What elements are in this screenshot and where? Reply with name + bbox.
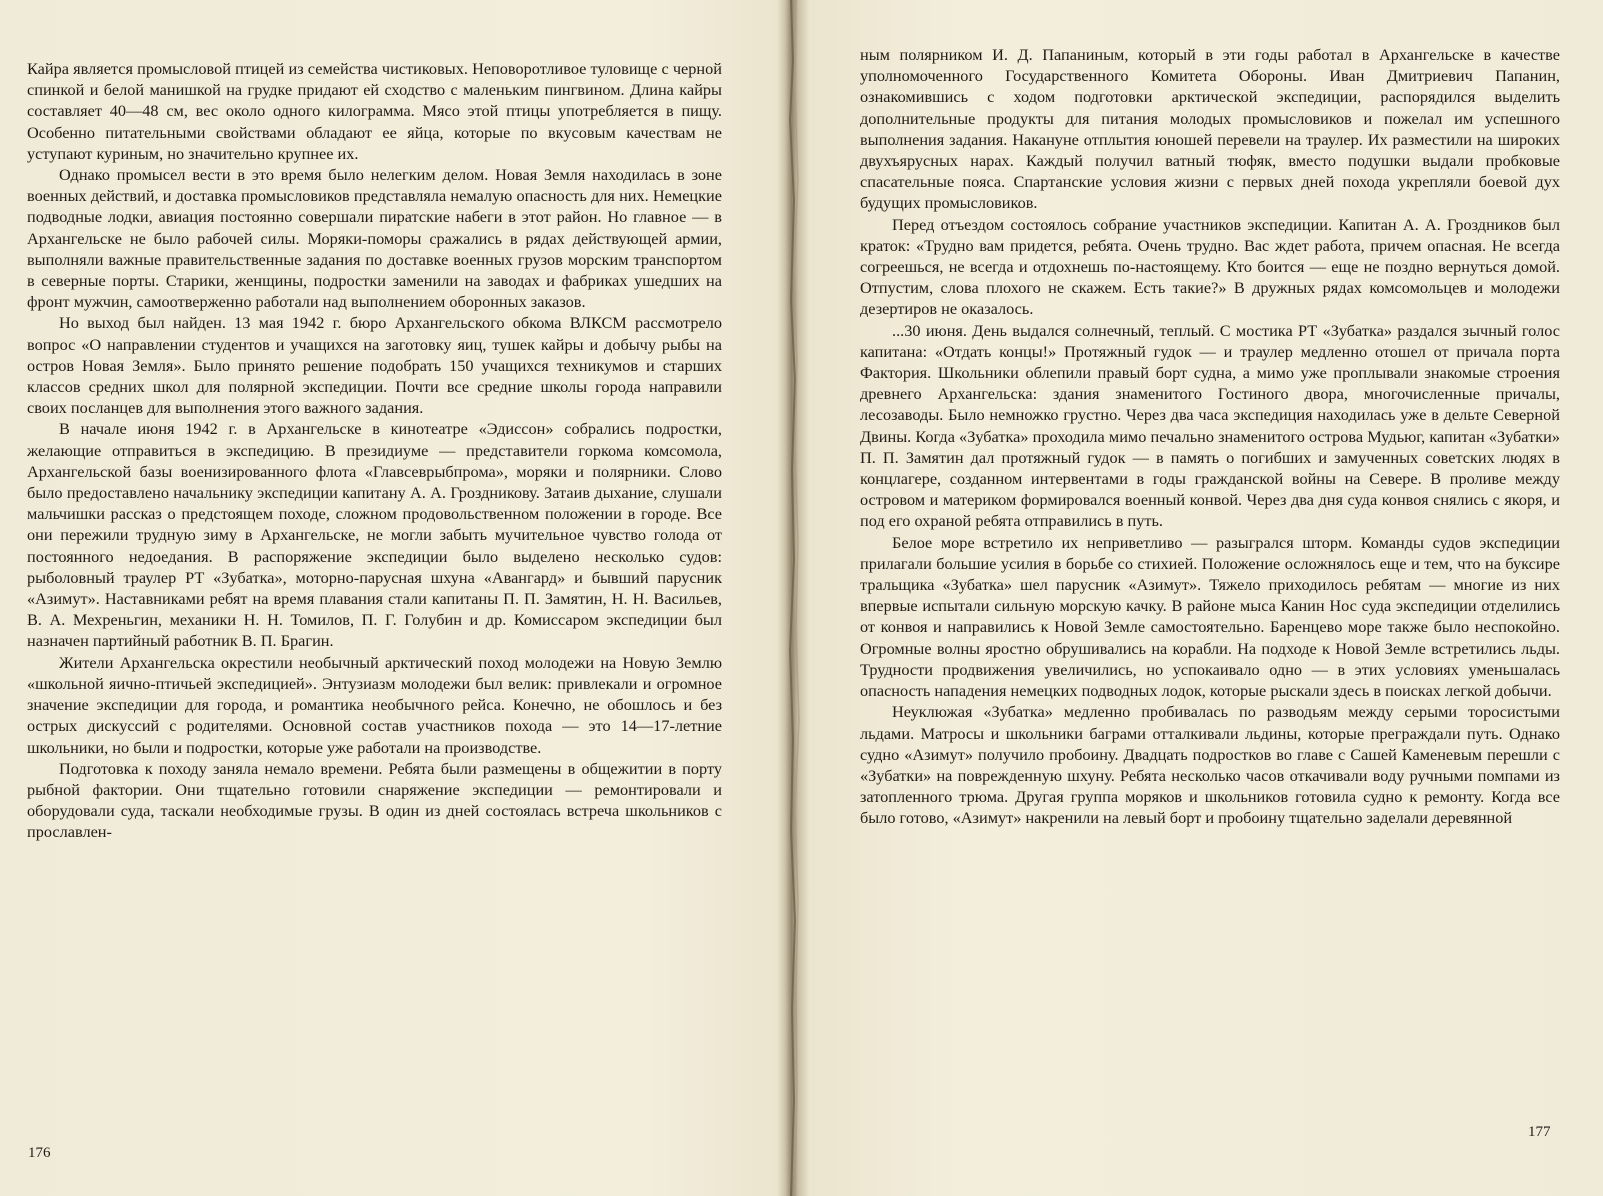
book-gutter	[781, 0, 807, 1196]
paragraph: ...30 июня. День выдался солнечный, теплый. С мостика РТ «Зубатка» раздался зычный голос капитана: «Отдать концы!» Протяжный гудок — и траулер медленно отошел от причала порта Фактория. Школьники облепили правый борт судна, а мимо уже проплывали знакомые строения древнего Архангельска: здания знаменитого Гостиного двора, многочисленные причалы, лесозаводы. Было немножко грустно. Через два часа экспедиция находилась уже в дельте Северной Двины. Когда «Зубатка» проходила мимо печально знаменитого острова Мудьюг, капитан «Зубатки» П. П. Замятин дал протяжный гудок — в память о погибших и замученных советских людях в концлагере, созданном интервентами в годы гражданской войны на Севере. В проливе между островом и материком формировался военный конвой. Через два дня суда конвоя снялись с якоря, и под его охраной ребята отправились в путь.	[860, 320, 1560, 531]
paragraph: Белое море встретило их неприветливо — разыгрался шторм. Команды судов экспедиции прилагали большие усилия в борьбе со стихией. Положение осложнялось еще и тем, что на буксире тральщика «Зубатка» шел парусник «Азимут». Тяжело приходилось ребятам — многие из них впервые испытали сильную морскую качку. В районе мыса Канин Нос суда экспедиции отделились от конвоя и направились к Новой Земле самостоятельно. Баренцево море также было неспокойно. Огромные волны яростно обрушивались на корабли. На подходе к Новой Земле встретились льды. Трудности продвижения увеличились, но успокаивало одно — в этих условиях уменьшалась опасность нападения немецких подводных лодок, которые рыскали здесь в поисках легкой добычи.	[860, 532, 1560, 701]
page-number-left: 176	[28, 1145, 51, 1161]
paragraph: Неуклюжая «Зубатка» медленно пробивалась по разводьям между серыми торосистыми льдами. Матросы и школьники баграми отталкивали льдины, которые преграждали путь. Однако судно «Азимут» получило пробоину. Двадцать подростков во главе с Сашей Каменевым перешли с «Зубатки» на поврежденную шхуну. Ребята несколько часов откачивали воду ручными помпами из затопленного трюма. Другая группа моряков и школьников готовила судно к ремонту. Когда все было готово, «Азимут» накренили на левый борт и пробоину тщательно заделали деревянной	[860, 702, 1560, 828]
paragraph: Но выход был найден. 13 мая 1942 г. бюро Архангельского обкома ВЛКСМ рассмотрело вопрос «О направлении студентов и учащихся на заготовку яиц, тушек кайры и добычу рыбы на остров Новая Земля». Было принято решение подобрать 150 учащихся техникумов и старших классов средних школ для полярной экспедиции. Почти все средние школы города направили своих посланцев для выполнения этого важного задания.	[27, 313, 722, 418]
paragraph: Жители Архангельска окрестили необычный арктический поход молодежи на Новую Землю «школьной яично-птичьей экспедицией». Энтузиазм молодежи был велик: привлекали и огромное значение экспедиции для города, и романтика необычного рейса. Конечно, не обошлось и без острых дискуссий с родителями. Основной состав участников похода — это 14—17-летние школьники, но были и подростки, которые уже работали на производстве.	[27, 652, 722, 757]
page-number-right: 177	[1528, 1124, 1551, 1140]
left-text-column	[27, 58, 722, 843]
paragraph: Подготовка к походу заняла немало времени. Ребята были размещены в общежитии в порту рыбной фактории. Они тщательно готовили снаряжение экспедиции — ремонтировали и оборудовали суда, таскали необходимые грузы. В один из дней состоялась встреча школьников с прославлен-	[27, 758, 722, 842]
paragraph: Кайра является промысловой птицей из семейства чистиковых. Неповоротливое туловище с черной спинкой и белой манишкой на грудке придают ей сходство с маленьким пингвином. Длина кайры составляет 40—48 см, вес около одного килограмма. Мясо этой птицы употребляется в пищу. Особенно питательными свойствами обладают ее яйца, которые по вкусовым качествам не уступают куриным, но значительно крупнее их.	[27, 59, 722, 163]
paragraph: Однако промысел вести в это время было нелегким делом. Новая Земля находилась в зоне военных действий, и доставка промысловиков представляла немалую опасность для них. Немецкие подводные лодки, авиация постоянно совершали пиратские набеги в этот район. Но главное — в Архангельске не было рабочей силы. Моряки-поморы сражались в рядах действующей армии, выполняли важные правительственные задания по доставке военных грузов морским транспортом в северные порты. Старики, женщины, подростки заменили на заводах и фабриках ушедших на фронт мужчин, самоотверженно работали над выполнением оборонных заказов.	[27, 165, 722, 312]
paragraph: В начале июня 1942 г. в Архангельске в кинотеатре «Эдиссон» собрались подростки, желающие отправиться в экспедицию. В президиуме — представители горкома комсомола, Архангельской базы военизированного флота «Главсеврыбпрома», моряки и полярники. Слово было предоставлено начальнику экспедиции капитану А. А. Гроздникову. Затаив дыхание, слушали мальчишки рассказ о предстоящем походе, сложном продовольственном положении в городе. Все они пережили трудную зиму в Архангельске, не могли забыть мучительное чувство голода от постоянного недоедания. В распоряжение экспедиции было выделено несколько судов: рыболовный траулер РТ «Зубатка», моторно-парусная шхуна «Авангард» и бывший парусник «Азимут». Наставниками ребят на время плавания стали капитаны П. П. Замятин, Н. Н. Васильев, В. А. Мехреньгин, механики Н. Н. Томилов, П. Г. Голубин и др. Комиссаром экспедиции был назначен партийный работник В. П. Брагин.	[27, 419, 722, 651]
paragraph: ным полярником И. Д. Папаниным, который в эти годы работал в Архангельске в качестве уполномоченного Государственного Комитета Обороны. Иван Дмитриевич Папанин, ознакомившись с ходом подготовки арктической экспедиции, распорядился выделить дополнительные продукты для питания молодых промысловиков и пожелал им успешного выполнения задания. Накануне отплытия юношей перевели на траулер. Их разместили на широких двухъярусных нарах. Каждый получил ватный тюфяк, вместо подушки выдали пробковые спасательные пояса. Спартанские условия жизни с первых дней похода укрепляли боевой дух будущих промысловиков.	[860, 45, 1560, 213]
left-page	[0, 0, 790, 1196]
right-text-column	[860, 44, 1560, 829]
paragraph: Перед отъездом состоялось собрание участников экспедиции. Капитан А. А. Гроздников был краток: «Трудно вам придется, ребята. Очень трудно. Вас ждет работа, причем опасная. Не всегда согреешься, не всегда и отдохнешь по-настоящему. Кто боится — еще не поздно вернуться домой. Отпустим, слова плохого не скажем. Есть такие?» В дружных рядах комсомольцев и молодежи дезертиров не оказалось.	[860, 214, 1560, 319]
right-page	[806, 0, 1603, 1196]
